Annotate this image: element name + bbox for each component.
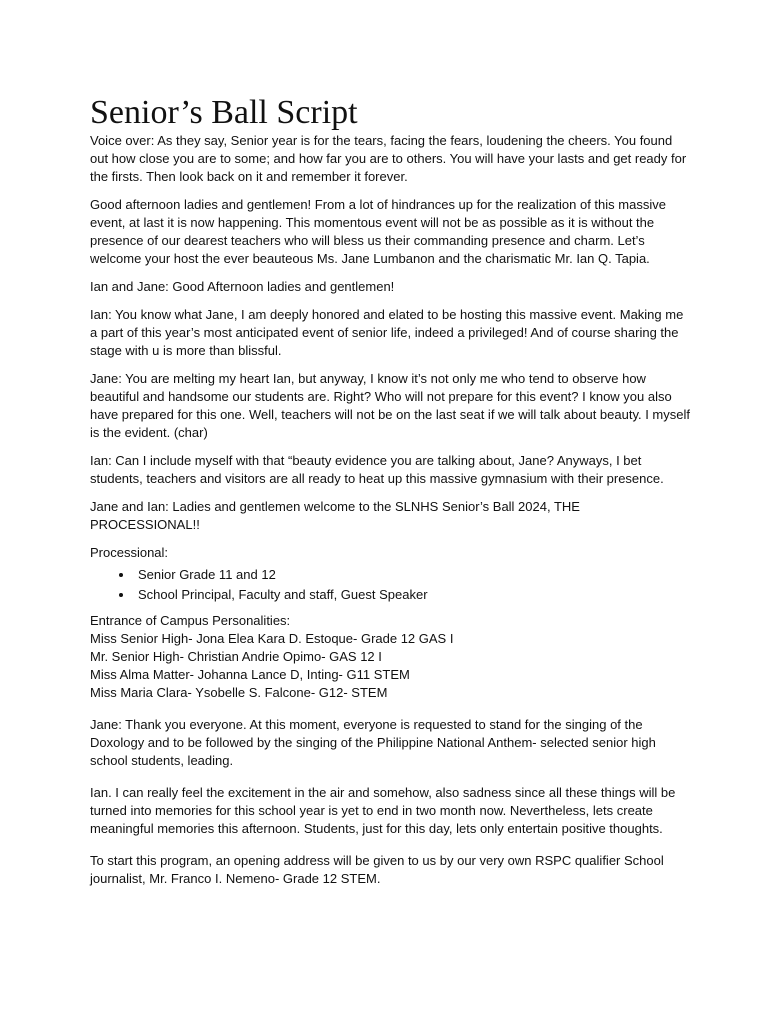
- document-title: Senior’s Ball Script: [90, 94, 358, 131]
- list-item: Miss Alma Matter- Johanna Lance D, Inting- G11 STEM: [90, 667, 410, 682]
- list-item: Mr. Senior High- Christian Andrie Opimo- GAS 12 I: [90, 649, 382, 664]
- list-item: • School Principal, Faculty and staff, Guest Speaker: [134, 586, 690, 604]
- paragraph-ian-beauty: Ian: Can I include myself with that “beauty evidence you are talking about, Jane? Anyways, I bet students, teachers and visitors are all ready to heat up this massive gymnasium with their presence.: [90, 453, 664, 486]
- processional-heading: Processional:: [90, 545, 169, 560]
- paragraph-ian-excitement: Ian. I can really feel the excitement in the air and somehow, also sadness since all these things will be turned into memories for this school year is yet to end in two month now. Nevertheless, lets create meaningful memories this afternoon. Students, just for this day, lets only entertain positive thoughts.: [90, 785, 676, 836]
- paragraph-ian-honored: Ian: You know what Jane, I am deeply honored and elated to be hosting this massive event. Making me a part of this year’s most anticipated event of senior life, indeed a privileged! And of course sharing the stage with u is more than blissful.: [90, 307, 684, 358]
- paragraph-processional-welcome: Jane and Ian: Ladies and gentlemen welcome to the SLNHS Senior’s Ball 2024, THE PROCESSIONAL!!: [90, 499, 580, 532]
- paragraph-opening-address: To start this program, an opening address will be given to us by our very own RSPC qualifier School journalist, Mr. Franco I. Nemeno- Grade 12 STEM.: [90, 853, 664, 886]
- processional-list: [90, 566, 690, 604]
- paragraph-jane-melting: Jane: You are melting my heart Ian, but anyway, I know it’s not only me who tend to observe how beautiful and handsome our students are. Right? Who will not prepare for this event? I know you also have prepared for this one. Well, teachers will not be on the last seat if we will talk about beauty. I myself is the evident. (char): [90, 371, 690, 440]
- list-item: • Senior Grade 11 and 12: [134, 566, 690, 584]
- paragraph-hosts-greeting: Ian and Jane: Good Afternoon ladies and gentlemen!: [90, 279, 395, 294]
- paragraph-jane-doxology: Jane: Thank you everyone. At this moment, everyone is requested to stand for the singing of the Doxology and to be followed by the singing of the Philippine National Anthem- selected senior high school students, leading.: [90, 717, 656, 768]
- document-body: [90, 94, 690, 898]
- personalities-heading: Entrance of Campus Personalities:: [90, 613, 291, 628]
- paragraph-voice-over: Voice over: As they say, Senior year is for the tears, facing the fears, loudening the cheers. You found out how close you are to some; and how far you are to others. You will have your lasts and get ready for the firsts. Then look back on it and remember it forever.: [90, 133, 687, 184]
- paragraph-welcome: Good afternoon ladies and gentlemen! From a lot of hindrances up for the realization of this massive event, at last it is now happening. This momentous event will not be as possible as it is without the presence of our dearest teachers who will bless us their commanding presence and charm. Let’s welcome your host the ever beauteous Ms. Jane Lumbanon and the charismatic Mr. Ian Q. Tapia.: [90, 197, 666, 266]
- list-item: Miss Senior High- Jona Elea Kara D. Estoque- Grade 12 GAS I: [90, 631, 454, 646]
- list-item: Miss Maria Clara- Ysobelle S. Falcone- G12- STEM: [90, 685, 388, 700]
- campus-personalities: [90, 612, 690, 702]
